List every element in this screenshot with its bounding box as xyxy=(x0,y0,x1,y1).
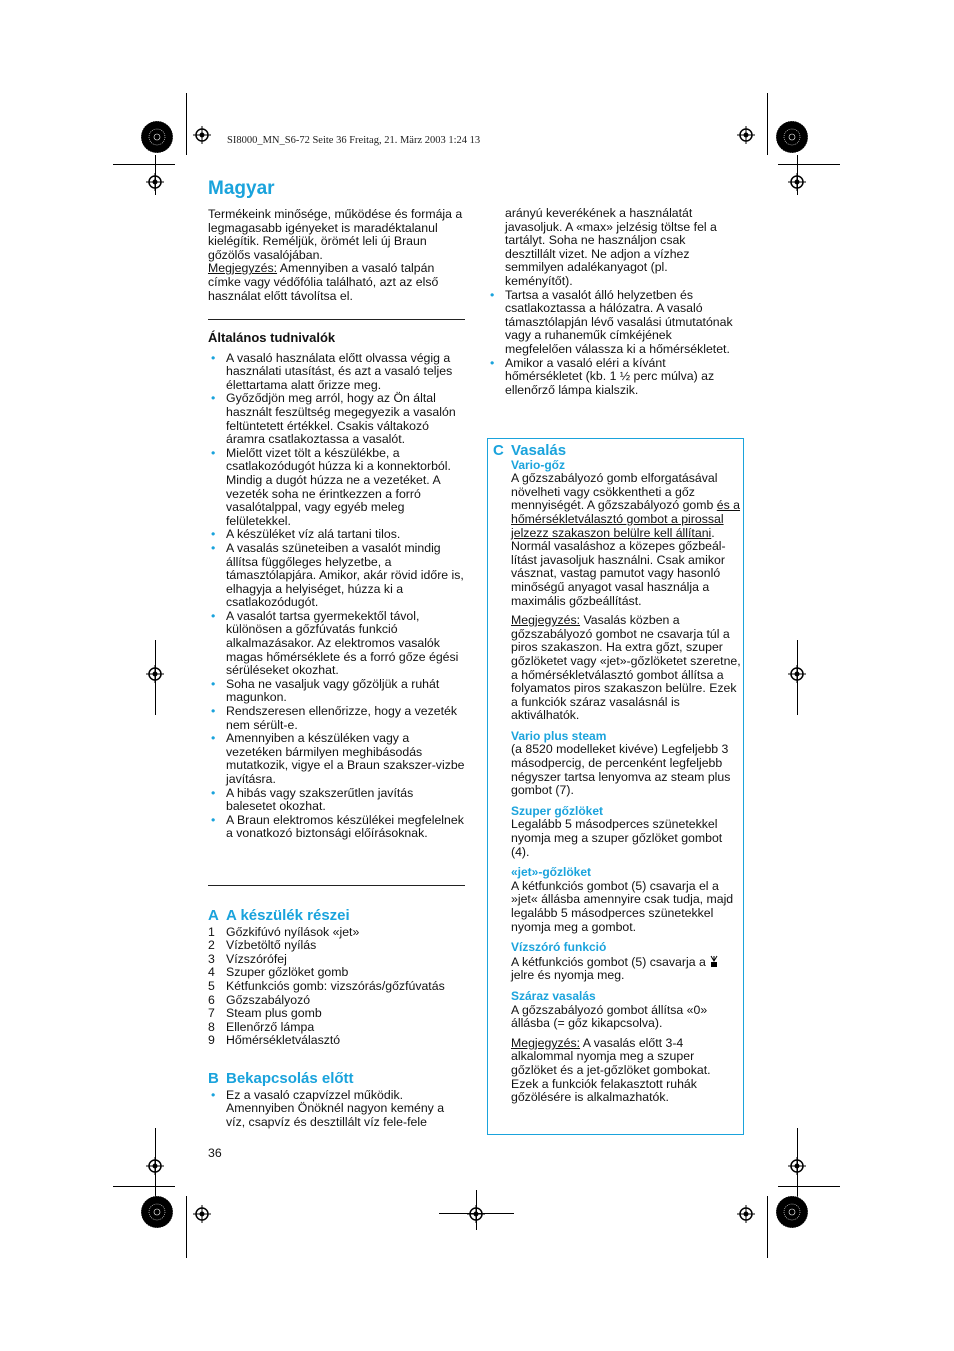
spray-title: Vízszóró funkció xyxy=(511,940,607,955)
registration-target-icon xyxy=(788,1157,806,1175)
list-item: • Rendszeresen ellenőrizze, hogy a vezeték nem sérült-e. xyxy=(208,705,466,732)
section-b xyxy=(208,1072,466,1129)
vario-paragraph-2: Normál vasaláshoz a közepes gőzbeál-lítást javasoljuk használni. Csak amikor vásznat, vastag pamutot vagy hasonló minőségű anyagot vasal használja a maximális gőzbeállítást. xyxy=(511,539,726,608)
intro-note-label: Megjegyzés: xyxy=(208,261,278,276)
registration-target-icon xyxy=(146,173,164,191)
registration-target-icon xyxy=(193,1205,211,1223)
registration-target-icon xyxy=(788,665,806,683)
spray-symbol-icon xyxy=(709,955,719,968)
section-b-heading: B Bekapcsolás előtt xyxy=(208,1070,354,1087)
section-b-continued xyxy=(487,207,737,397)
crop-mark xyxy=(778,164,840,165)
part-item: 1 Gőzkifúvó nyílások «jet» xyxy=(208,924,360,939)
spray-text: A kétfunkciós gombot (5) csavarja a jelre és nyomja meg. xyxy=(511,955,741,983)
vps-text: (a 8520 modelleket kivéve) Legfeljebb 3 másodpercig, de percenként legfeljebb négyszer tartsa lenyomva az steam plus gombot (7). xyxy=(511,742,731,798)
vario-note: Megjegyzés: Vasalás közben a gőzszabályozó gombot ne csavarja túl a piros szakaszon. Ha extra gőzt, szuper gőzlöketet vagy «jet»-gőzlöketet szeretne, a hőmérsékletválasztó gombot állítsa a folyamatos piros szakaszon belülre. Ezek a funkciók száraz vasalásnál is aktiválhatók. xyxy=(511,613,741,723)
part-item: 3 Vízszórófej xyxy=(208,951,287,966)
dry-note: Megjegyzés: A vasalás előtt 3-4 alkalommal nyomja meg a szuper gőzlöket és a jet-gőzlöket gombokat. Ezek a funkciók felakasztott ruhák gőzölésére is alkalmazhatók. xyxy=(511,1035,711,1105)
list-item: • A vasalás szüneteiben a vasalót mindig állítsa függőleges helyzetbe, a támasztólapjára. Amikor, akár rövid időre is, elhagyja a helyiséget, húzza ki a csatlakozódugót. xyxy=(208,542,466,610)
crop-mark xyxy=(767,93,768,155)
super-text: Legalább 5 másodperces szünetekkel nyomja meg a szuper gőzlöket gombot (4). xyxy=(511,817,723,859)
left-column xyxy=(208,208,466,303)
crop-mark xyxy=(186,93,187,155)
part-item: 5 Kétfunkciós gomb: vizszórás/gőzfúvatás xyxy=(208,978,445,993)
part-item: 4 Szuper gőzlöket gomb xyxy=(208,965,349,980)
part-item: 2 Vízbetöltő nyílás xyxy=(208,938,317,953)
star-target-icon xyxy=(775,1195,809,1229)
part-item: 6 Gőzszabályozó xyxy=(208,992,311,1007)
star-target-icon xyxy=(140,1195,174,1229)
vario-title: Vario-gőz xyxy=(511,457,566,472)
crop-mark xyxy=(113,1186,175,1187)
star-target-icon xyxy=(140,120,174,154)
crop-mark xyxy=(186,1196,187,1258)
list-item: • A vasalót tartsa gyermekektől távol, különösen a gőzfúvatás funkció alkalmazásakor. Az elektromos vasalók magas hőmérséklete és a forró gőze égési sérüléseket okozhat. xyxy=(208,610,466,678)
section-a-heading: A A készülék részei xyxy=(208,907,350,924)
crop-mark xyxy=(767,1196,768,1258)
section-letter: A xyxy=(208,907,219,924)
section-c xyxy=(493,444,741,1105)
crop-mark xyxy=(778,1186,840,1187)
list-item: • Ez a vasaló czapvízzel működik. Amennyiben Önöknél nagyon kemény a víz, csapvíz és desztillált víz fele-fele xyxy=(208,1089,466,1130)
intro-note-text: Amennyiben a vasaló talpán címke vagy védőfólia található, azt az első használat előtt távolítsa el. xyxy=(208,261,439,303)
vps-title: Vario plus steam xyxy=(511,728,607,743)
jet-text: A kétfunkciós gombot (5) csavarja el a »jet« állásba amennyire csak tudja, majd legalább 5 másodperces szünetekkel nyomja meg a gombot. xyxy=(511,878,734,934)
list-item: • Amikor a vasaló eléri a kívánt hőmérsékletet (kb. 1 ½ perc múlva) az ellenőrző lámpa kialszik. xyxy=(487,357,737,398)
dry-text: A gőzszabályozó gombot állítsa «0» állásba (= gőz kikapcsolva). xyxy=(511,1002,708,1031)
super-title: Szuper gőzlöket xyxy=(511,803,604,818)
list-item: • A Braun elektromos készülékei megfelelnek a vonatkozó biztonsági előírásoknak. xyxy=(208,814,466,841)
vario-paragraph: A gőzszabályozó gomb elforgatásával növelheti vagy csökkentheti a gőz mennyiségét. A gőzszabályozó gomb és a hőmérsékletválasztó gombot a pirossal jelzezz szakaszon belülre kell állítani. xyxy=(511,471,741,540)
intro-paragraph xyxy=(208,208,466,303)
registration-target-icon xyxy=(146,665,164,683)
part-item: 7 Steam plus gomb xyxy=(208,1006,322,1021)
general-section xyxy=(208,331,466,841)
list-item: • Győződjön meg arról, hogy az Ön által használt feszültség megegyezik a vasalón feltüntetett értékkel. Csakis váltakozó áramra csatlakoztassa a vasalót. xyxy=(208,392,466,446)
part-item: 9 Hőmérsékletválasztó xyxy=(208,1033,341,1048)
list-item: • Mielőtt vizet tölt a készülékbe, a csatlakozódugót húzza ki a konnektorból. Mindig a dugót húzza ne a vezetéket. A vezeték soha ne érintkezzen a forró vasalótalppal, vagy egyéb meleg felületekkel. xyxy=(208,447,466,529)
list-item: • Tartsa a vasalót álló helyzetben és csatlakoztassa a hálózatra. A vasaló támasztólapján lévő vasalási útmutatónak vagy a ruhaneműk címkéjének megfelelően válassza ki a hőmérsékletet. xyxy=(487,289,737,357)
page-number: 36 xyxy=(208,1146,222,1160)
section-letter: B xyxy=(208,1070,219,1087)
section-b-item1-cont: arányú keverékének a használatát javasoljuk. A «max» jelzésig töltse fel a tartályt. Soha ne használjon csak desztillált vizet. Ne adjon a vízhez semmilyen adalékanyagot (pl. keményítőt). xyxy=(505,206,717,288)
intro-text: Termékeink minősége, működése és formája a legmagasabb igényeket is maradéktalanul kielégítik. Reméljük, örömét leli új Braun gőzölős vasalójában. xyxy=(208,207,463,262)
print-slug: SI8000_MN_S6-72 Seite 36 Freitag, 21. März 2003 1:24 13 xyxy=(227,135,481,146)
list-item: • A készüléket víz alá tartani tilos. xyxy=(208,528,466,542)
general-list xyxy=(208,352,466,841)
page-title: Magyar xyxy=(208,178,275,199)
dry-title: Száraz vasalás xyxy=(511,988,596,1003)
section-b-list-cont xyxy=(487,289,737,398)
registration-target-icon xyxy=(193,126,211,144)
registration-target-icon xyxy=(788,173,806,191)
section-c-heading: C Vasalás xyxy=(493,442,567,459)
list-item: • A vasaló használata előtt olvassa végig a használati utasítást, és azt a vasaló teljes élettartama alatt őrizze meg. xyxy=(208,352,466,393)
part-item: 8 Ellenőrző lámpa xyxy=(208,1019,315,1034)
section-divider xyxy=(208,319,465,320)
list-item: • Amennyiben a készüléken vagy a vezetéken bármilyen meghibásodás mutatkozik, vigye el a Braun szakszer-vizbe javításra. xyxy=(208,732,466,786)
section-divider xyxy=(208,885,465,886)
section-a xyxy=(208,909,466,1048)
list-item: • Soha ne vasaljuk vagy gőzöljük a ruhát magunkon. xyxy=(208,678,466,705)
general-heading: Általános tudnivalók xyxy=(208,330,336,345)
section-b-list xyxy=(208,1089,466,1130)
crop-mark xyxy=(113,164,175,165)
star-target-icon xyxy=(775,120,809,154)
registration-target-icon xyxy=(737,126,755,144)
registration-target-icon xyxy=(737,1205,755,1223)
registration-target-icon xyxy=(146,1157,164,1175)
section-letter: C xyxy=(493,442,504,459)
list-item: • A hibás vagy szakszerűtlen javítás balesetet okozhat. xyxy=(208,787,466,814)
jet-title: «jet»-gőzlöket xyxy=(511,865,592,880)
registration-target-icon xyxy=(467,1205,485,1223)
section-c-body xyxy=(493,459,741,1105)
